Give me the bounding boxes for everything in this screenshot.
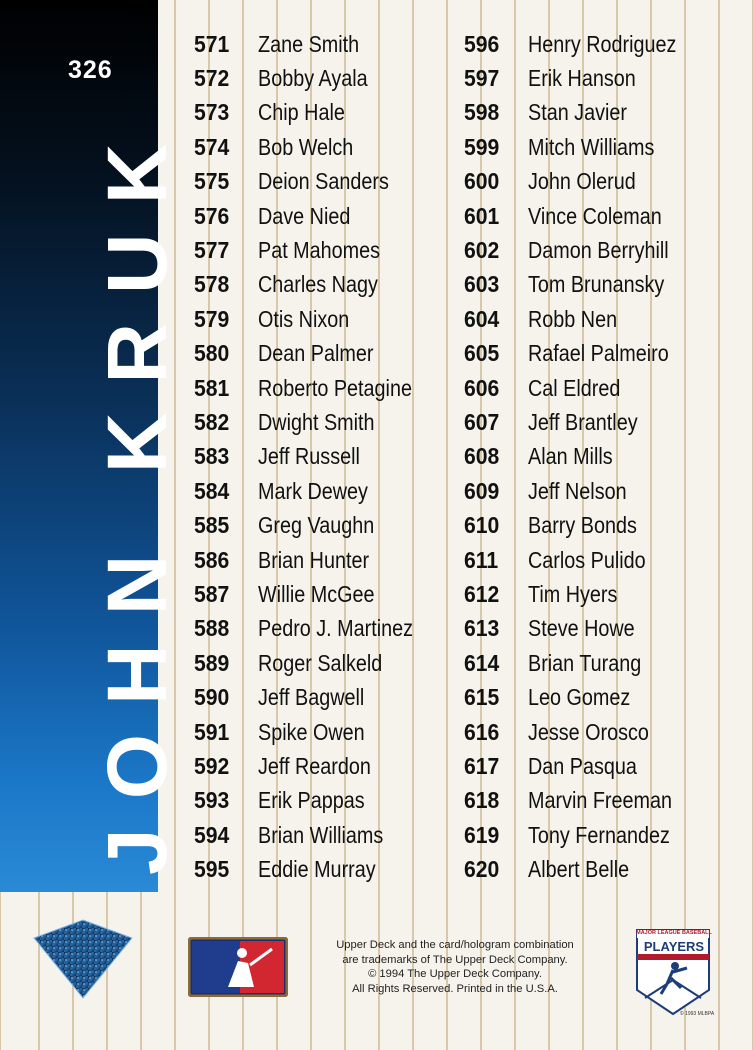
checklist-row xyxy=(194,543,438,577)
card-number-entry: 596 xyxy=(464,30,500,57)
card-number-entry: 598 xyxy=(464,99,500,126)
checklist-row xyxy=(194,612,438,646)
player-entry-name: Greg Vaughn xyxy=(258,512,375,539)
player-entry-name: Robb Nen xyxy=(528,305,618,332)
players-word: PLAYERS xyxy=(643,939,705,954)
checklist-row xyxy=(464,405,701,439)
card-number-entry: 604 xyxy=(464,305,500,332)
card-number-entry: 589 xyxy=(194,649,230,676)
checklist-row xyxy=(194,405,438,439)
checklist-row xyxy=(464,165,701,199)
player-entry-name: Chip Hale xyxy=(258,99,345,126)
player-entry-name: Tony Fernandez xyxy=(528,821,670,848)
checklist-row xyxy=(194,818,438,852)
player-entry-name: Brian Hunter xyxy=(258,546,370,573)
checklist-row xyxy=(464,852,701,886)
mlb-logo-icon xyxy=(188,937,288,997)
card-number-entry: 583 xyxy=(194,443,230,470)
player-entry-name: Tim Hyers xyxy=(528,580,618,607)
checklist-row xyxy=(464,268,701,302)
checklist-row xyxy=(464,646,701,680)
player-entry-name: Erik Hanson xyxy=(528,65,636,92)
card-number-entry: 609 xyxy=(464,477,500,504)
player-entry-name: John Olerud xyxy=(528,168,636,195)
card-number-entry: 592 xyxy=(194,752,230,779)
player-entry-name: Dwight Smith xyxy=(258,408,375,435)
card-number-entry: 577 xyxy=(194,237,230,264)
player-entry-name: Spike Owen xyxy=(258,718,365,745)
checklist-row xyxy=(194,130,438,164)
checklist-row xyxy=(464,577,701,611)
player-entry-name: Dave Nied xyxy=(258,202,351,229)
checklist-row xyxy=(464,715,701,749)
card-number-entry: 586 xyxy=(194,546,230,573)
card-number-entry: 610 xyxy=(464,512,500,539)
checklist-row xyxy=(194,577,438,611)
checklist-row xyxy=(464,337,701,371)
card-number-entry: 613 xyxy=(464,615,500,642)
checklist-column-right xyxy=(464,27,701,887)
card-number-entry: 585 xyxy=(194,512,230,539)
player-entry-name: Carlos Pulido xyxy=(528,546,646,573)
player-entry-name: Albert Belle xyxy=(528,856,630,883)
card-number-entry: 579 xyxy=(194,305,230,332)
card-number-entry: 573 xyxy=(194,99,230,126)
checklist-row xyxy=(464,233,701,267)
checklist-row xyxy=(194,749,438,783)
player-entry-name: Otis Nixon xyxy=(258,305,350,332)
player-entry-name: Charles Nagy xyxy=(258,271,378,298)
checklist-row xyxy=(194,474,438,508)
checklist-row xyxy=(194,199,438,233)
checklist-row xyxy=(464,130,701,164)
card-number-entry: 587 xyxy=(194,580,230,607)
checklist-row xyxy=(464,302,701,336)
checklist-row xyxy=(464,474,701,508)
card-number-entry: 614 xyxy=(464,649,500,676)
legal-line: Upper Deck and the card/hologram combination xyxy=(336,939,574,951)
card-number-entry: 615 xyxy=(464,684,500,711)
legal-text xyxy=(305,938,605,996)
checklist-row xyxy=(194,165,438,199)
checklist-row xyxy=(194,508,438,542)
card-number-entry: 575 xyxy=(194,168,230,195)
player-entry-name: Stan Javier xyxy=(528,99,627,126)
card-number-entry: 581 xyxy=(194,374,230,401)
player-entry-name: Jeff Russell xyxy=(258,443,360,470)
player-entry-name: Tom Brunansky xyxy=(528,271,665,298)
player-entry-name: Damon Berryhill xyxy=(528,237,669,264)
card-number-entry: 582 xyxy=(194,408,230,435)
checklist-row xyxy=(194,440,438,474)
checklist-row xyxy=(194,27,438,61)
checklist-row xyxy=(464,749,701,783)
card-number-entry: 619 xyxy=(464,821,500,848)
player-entry-name: Pedro J. Martinez xyxy=(258,615,414,642)
card-number-entry: 593 xyxy=(194,787,230,814)
checklist-column-left xyxy=(194,27,438,887)
card-number-entry: 612 xyxy=(464,580,500,607)
player-entry-name: Jeff Reardon xyxy=(258,752,371,779)
player-entry-name: Roberto Petagine xyxy=(258,374,412,401)
player-name: JOHN KRUK xyxy=(90,114,184,875)
card-number-entry: 616 xyxy=(464,718,500,745)
card-number-entry: 580 xyxy=(194,340,230,367)
player-entry-name: Brian Williams xyxy=(258,821,384,848)
players-caption: MAJOR LEAGUE BASEBALL xyxy=(636,930,712,936)
card-number-entry: 591 xyxy=(194,718,230,745)
player-entry-name: Rafael Palmeiro xyxy=(528,340,669,367)
card-number-entry: 595 xyxy=(194,856,230,883)
players-copyright: © 1993 MLBPA xyxy=(680,1011,715,1017)
player-entry-name: Dan Pasqua xyxy=(528,752,637,779)
card-number-entry: 618 xyxy=(464,787,500,814)
checklist-row xyxy=(464,680,701,714)
checklist-row xyxy=(464,612,701,646)
checklist-row xyxy=(464,61,701,95)
player-entry-name: Jesse Orosco xyxy=(528,718,649,745)
card-number-entry: 602 xyxy=(464,237,500,264)
checklist-row xyxy=(464,27,701,61)
card-number-entry: 584 xyxy=(194,477,230,504)
player-entry-name: Leo Gomez xyxy=(528,684,631,711)
card-number-entry: 576 xyxy=(194,202,230,229)
player-entry-name: Cal Eldred xyxy=(528,374,621,401)
checklist-row xyxy=(194,784,438,818)
legal-line: are trademarks of The Upper Deck Company. xyxy=(342,953,568,966)
card-number-entry: 608 xyxy=(464,443,500,470)
checklist-row xyxy=(464,508,701,542)
card-number-entry: 572 xyxy=(194,65,230,92)
legal-line: All Rights Reserved. Printed in the U.S.A. xyxy=(352,982,558,995)
hologram-diamond-icon xyxy=(28,916,138,1002)
player-entry-name: Zane Smith xyxy=(258,30,360,57)
checklist-row xyxy=(464,543,701,577)
player-entry-name: Henry Rodriguez xyxy=(528,30,677,57)
checklist-row xyxy=(194,233,438,267)
checklist-row xyxy=(194,715,438,749)
player-entry-name: Alan Mills xyxy=(528,443,613,470)
card-number-entry: 571 xyxy=(194,30,230,57)
card-number-entry: 599 xyxy=(464,133,500,160)
player-entry-name: Bobby Ayala xyxy=(258,65,368,92)
card-number-entry: 620 xyxy=(464,856,500,883)
player-entry-name: Mitch Williams xyxy=(528,133,655,160)
player-entry-name: Steve Howe xyxy=(528,615,635,642)
card-number-entry: 578 xyxy=(194,271,230,298)
player-entry-name: Erik Pappas xyxy=(258,787,365,814)
player-entry-name: Pat Mahomes xyxy=(258,237,381,264)
card-number-entry: 600 xyxy=(464,168,500,195)
checklist-row xyxy=(194,96,438,130)
checklist-row xyxy=(194,852,438,886)
card-number-entry: 607 xyxy=(464,408,500,435)
player-entry-name: Brian Turang xyxy=(528,649,642,676)
card-number-entry: 605 xyxy=(464,340,500,367)
checklist-row xyxy=(464,96,701,130)
checklist-row xyxy=(194,337,438,371)
card-number-entry: 574 xyxy=(194,133,230,160)
legal-line: © 1994 The Upper Deck Company. xyxy=(368,968,542,980)
card-number-entry: 601 xyxy=(464,202,500,229)
card-number-entry: 597 xyxy=(464,65,500,92)
player-entry-name: Vince Coleman xyxy=(528,202,662,229)
card-number-entry: 603 xyxy=(464,271,500,298)
card-number-entry: 594 xyxy=(194,821,230,848)
checklist-row xyxy=(194,371,438,405)
card-number-entry: 590 xyxy=(194,684,230,711)
checklist-row xyxy=(194,302,438,336)
player-entry-name: Jeff Bagwell xyxy=(258,684,365,711)
player-entry-name: Mark Dewey xyxy=(258,477,368,504)
player-entry-name: Bob Welch xyxy=(258,133,354,160)
player-entry-name: Dean Palmer xyxy=(258,340,374,367)
player-entry-name: Willie McGee xyxy=(258,580,375,607)
checklist-row xyxy=(194,268,438,302)
player-entry-name: Jeff Brantley xyxy=(528,408,638,435)
checklist-row xyxy=(464,199,701,233)
checklist-row xyxy=(464,371,701,405)
card-number-entry: 588 xyxy=(194,615,230,642)
player-entry-name: Marvin Freeman xyxy=(528,787,672,814)
checklist-row xyxy=(194,680,438,714)
player-entry-name: Barry Bonds xyxy=(528,512,637,539)
card-number: 326 xyxy=(68,56,113,84)
checklist-row xyxy=(464,784,701,818)
card-number-entry: 606 xyxy=(464,374,500,401)
player-entry-name: Jeff Nelson xyxy=(528,477,627,504)
player-entry-name: Eddie Murray xyxy=(258,856,376,883)
checklist-row xyxy=(194,61,438,95)
player-entry-name: Deion Sanders xyxy=(258,168,389,195)
player-entry-name: Roger Salkeld xyxy=(258,649,383,676)
checklist-row xyxy=(194,646,438,680)
checklist-row xyxy=(464,440,701,474)
checklist-row xyxy=(464,818,701,852)
card-number-entry: 611 xyxy=(464,546,499,573)
card-number-entry: 617 xyxy=(464,752,500,779)
